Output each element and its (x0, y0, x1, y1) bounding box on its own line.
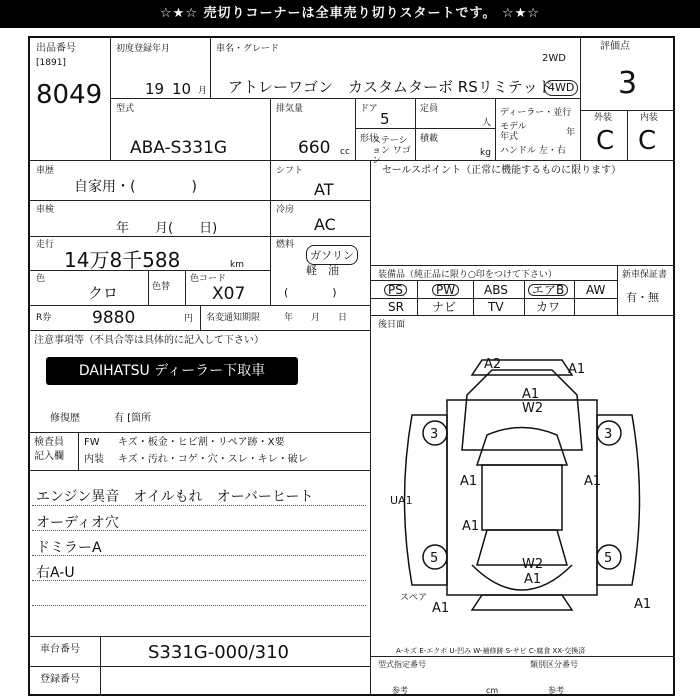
chassis-label: 車台番号 (40, 644, 80, 655)
color-change-label: 色替 (152, 282, 171, 292)
payload-unit: kg (480, 148, 491, 158)
first-reg-unit: 月 (198, 86, 208, 96)
mileage-unit: km (230, 260, 244, 270)
first-reg-label: 初度登録年月 (116, 44, 171, 54)
mark-w2-hood: W2 (522, 401, 544, 416)
dealer-meta-4: ハンドル 左・右 (500, 146, 566, 156)
doors-value: 5 (380, 110, 390, 128)
mark-w2-rear: W2 (522, 557, 544, 572)
diagram-legend: A-キズ E-エクボ U-凹み W-補修跡 S-サビ C-腐食 XX-交換済 (396, 647, 586, 655)
inspector-label-2: 記入欄 (34, 451, 64, 462)
car-cabin (482, 465, 562, 530)
form-class-code: 類別区分番号 (530, 660, 578, 669)
dealer-banner: DAIHATSU ディーラー下取車 (46, 357, 298, 385)
car-name-value: アトレーワゴン カスタムターボ RSリミテッド (228, 78, 553, 96)
mark-a1-rear: A1 (524, 572, 542, 587)
mileage-value: 14万8千588 (64, 248, 181, 272)
score-label: 評価点 (600, 41, 630, 52)
rear-bumper (472, 595, 572, 610)
mark-tire-rr: 5 (604, 551, 613, 566)
form-ref-2: 参考 (548, 686, 564, 695)
mark-tire-fr: 3 (604, 427, 613, 442)
mark-a1-left: A1 (460, 474, 478, 489)
equip-ps: PS (384, 284, 407, 296)
repair-label: 修復歴 (50, 413, 80, 424)
equip-navi: ナビ (432, 300, 457, 314)
car-diagram (372, 340, 672, 630)
first-reg-month: 10 (172, 80, 192, 98)
fuel-label: 燃料 (276, 240, 295, 250)
exterior-label: 外装 (594, 113, 613, 123)
equip-sr: SR (388, 300, 404, 314)
model-value: ABA-S331G (130, 138, 228, 158)
inspector-fw-items: キズ・板金・ヒビ割・リペア跡・X要 (118, 437, 285, 448)
displacement-unit: cc (340, 147, 350, 157)
payload-label: 積載 (420, 134, 439, 144)
car-windshield (477, 428, 567, 466)
mark-a1-rear-right: A1 (634, 597, 652, 612)
mark-a1-right: A1 (584, 474, 602, 489)
inspector-fw-label: FW (84, 437, 100, 448)
lot-label: 出品番号 (36, 43, 76, 54)
capacity-unit: 人 (482, 118, 492, 128)
shaken-value: 年 月( 日) (116, 221, 218, 236)
form-cm: cm (486, 686, 499, 695)
lot-sub: [1891] (36, 58, 66, 68)
recycle-unit: 円 (184, 314, 194, 324)
diagram-title: 後日面 (378, 320, 406, 330)
interior-label: 内装 (640, 113, 659, 123)
mark-a1-rear-left: A1 (432, 601, 450, 616)
exterior-score: C (596, 126, 615, 156)
chassis-value: S331G-000/310 (148, 642, 290, 663)
first-reg-year: 19 (145, 80, 165, 98)
mark-ua1: UA1 (390, 494, 413, 507)
ac-value: AC (314, 215, 336, 234)
doors-label: ドア (360, 104, 378, 114)
banner: ☆★☆ 売切りコーナーは全車売り切りスタートです。 ☆★☆ (0, 0, 700, 28)
car-name-label: 車名・グレード (216, 44, 280, 54)
model-label: 型式 (116, 104, 135, 114)
repair-value: 有 [箇所 (114, 413, 152, 424)
equipment-label: 装備品（純正品に限り○印をつけて下さい） (378, 270, 557, 280)
color-value: クロ (88, 284, 119, 302)
shaken-label: 車検 (36, 205, 55, 215)
shift-label: シフト (276, 166, 304, 176)
shape-label: 形状 (360, 134, 379, 144)
equip-pw: PW (432, 284, 459, 296)
reg-label: 登録番号 (40, 674, 80, 685)
displacement-label: 排気量 (276, 104, 304, 114)
history-label: 車歴 (36, 166, 55, 176)
displacement-value: 660 (298, 138, 331, 158)
capacity-label: 定員 (420, 104, 439, 114)
inspector-label-1: 検査員 (34, 437, 64, 448)
dealer-meta-unit: 年 (566, 128, 576, 138)
shift-value: AT (314, 180, 334, 199)
warranty-label: 新車保証書 (622, 270, 668, 280)
interior-score: C (638, 126, 657, 156)
mark-a2-front: A2 (484, 357, 502, 372)
dealer-meta-3: 年式 (500, 132, 519, 142)
dealer-meta-2: モデル (500, 122, 527, 132)
inspector-int-label: 内装 (84, 454, 104, 465)
fuel-value: ガソリン (306, 245, 358, 265)
notice-value: 年 月 日 (284, 313, 348, 323)
color-code-value: X07 (212, 284, 246, 304)
sales-point-label: セールスポイント（正常に機能するものに限ります） (382, 165, 622, 176)
mileage-label: 走行 (36, 240, 55, 250)
drive-4wd: 4WD (544, 80, 578, 96)
inspector-int-items: キズ・汚れ・コゲ・穴・スレ・キレ・破レ (118, 454, 308, 465)
mark-a1-left-rear: A1 (462, 519, 480, 534)
recycle-value: 9880 (92, 308, 136, 328)
remark-line-3: ドミラーA (36, 540, 102, 556)
equip-tv: TV (488, 300, 504, 314)
fuel-paren: ( ) (284, 286, 337, 299)
equip-aw: AW (586, 283, 606, 297)
spare-label: スペア (400, 593, 428, 603)
shape-value: ステーション ワゴン (372, 136, 411, 166)
form-model-code: 型式指定番号 (378, 660, 426, 669)
lot-number: 8049 (36, 80, 103, 110)
equip-abs: ABS (484, 283, 508, 297)
history-value: 自家用・( ) (74, 179, 197, 195)
dealer-meta-1: ディーラー・並行 (500, 108, 572, 118)
fuel-opt: 軽 油 (306, 264, 339, 277)
remark-line-4: 右A-U (36, 565, 75, 581)
notice-label: 名変通知期限 (206, 313, 261, 323)
warranty-value: 有・無 (626, 291, 659, 304)
color-code-label: 色コード (190, 274, 227, 284)
equip-leather: カワ (536, 300, 561, 314)
form-ref-1: 参考 (392, 686, 408, 695)
color-label: 色 (36, 274, 46, 284)
mark-a1-hood: A1 (522, 387, 540, 402)
remark-line-1: エンジン異音 オイルもれ オーバーヒート (36, 489, 314, 505)
equip-airbag: エアB (528, 284, 568, 296)
remark-line-2: オーディオ穴 (36, 515, 119, 531)
score-value: 3 (618, 66, 638, 101)
drive-2wd: 2WD (542, 53, 566, 64)
mark-tire-rl: 5 (430, 551, 439, 566)
notes-label: 注意事項等（不具合等は具体的に記入して下さい） (34, 335, 264, 346)
mark-a1-front: A1 (568, 362, 586, 377)
mark-tire-fl: 3 (430, 427, 439, 442)
recycle-label: R券 (36, 313, 52, 323)
ac-label: 冷房 (276, 205, 295, 215)
